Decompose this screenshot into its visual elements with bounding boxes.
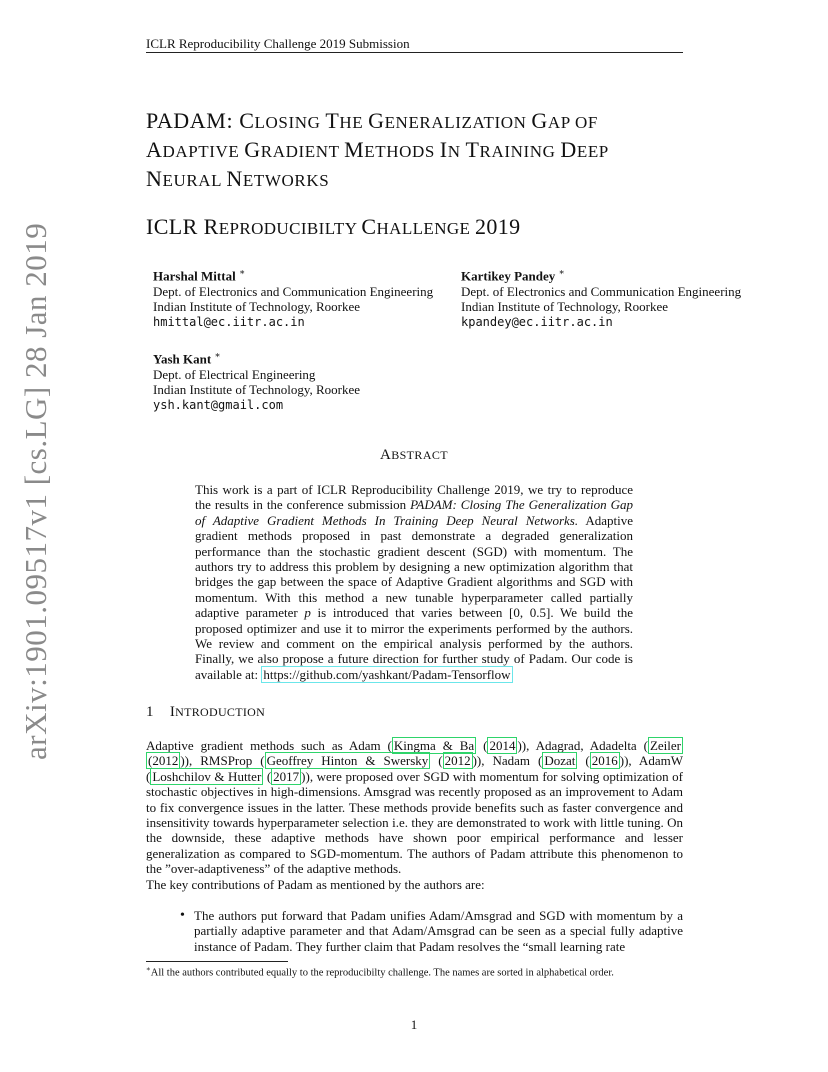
citation-link[interactable]: 2017 <box>273 768 300 784</box>
page-number: 1 <box>410 1017 418 1032</box>
abstract-paper-title: PADAM: Closing The Generalization Gap of Adaptive Gradient Methods In Training Deep Neural Networks. <box>195 497 634 528</box>
author-mark: ∗ <box>214 350 221 360</box>
author-institute: Indian Institute of Technology, Roorkee <box>461 299 669 315</box>
section-heading-introduction: 1 INTRODUCTION <box>146 704 266 720</box>
citation-link[interactable]: Kingma & Ba <box>393 738 475 753</box>
title-line-1: PADAM: CLOSING THE GENERALIZATION GAP OF <box>146 108 598 133</box>
abstract-body: This work is a part of ICLR Reproducibility Challenge 2019, we try to reproduce the results in the conference submission PADAM: Closing The Generalization Gap of Adaptive Gradient Methods In Training Deep Neural Networks. Adaptive gradient methods proposed in past demonstrate a degraded generalization performance than the stochastic gradient descent (SGD) with momentum. The authors try to address this problem by designing a new optimization algorithm that bridges the gap between the space of Adaptive Gradient algorithms and SGD with momentum. With this method a new tunable hyperparameter called partially adaptive parameter p is introduced that varies between [0, 0.5]. We build the proposed optimizer and use it to mirror the experiments performed by the authors. We review and comment on the empirical analysis performed by the authors. Finally, we also propose a future direction for further study of Padam. Our code is available at: https://github.com/yashkant/Padam-Tensorflow <box>195 482 634 682</box>
bullet-item: The authors put forward that Padam unifies Adam/Amsgrad and SGD with momentum by a partially adaptive parameter and that Adam/Amsgrad can be seen as a special fully adaptive instance of Padam. They further claim that Padam resolves the “small learning rate <box>194 908 683 954</box>
header-rule <box>146 52 683 53</box>
author-block-2 <box>461 265 741 330</box>
key-contributions-text: The key contributions of Padam as mentioned by the authors are: <box>146 877 485 892</box>
abstract-heading: ABSTRACT <box>379 447 449 463</box>
author-mark: ∗ <box>558 267 565 277</box>
author-email: hmittal@ec.iitr.ac.in <box>153 314 305 329</box>
title-line-3: NEURAL NETWORKS <box>146 166 330 191</box>
author-institute: Indian Institute of Technology, Roorkee <box>153 299 361 315</box>
citation-link[interactable]: 2014 <box>489 738 516 753</box>
author-name: Harshal Mittal <box>153 268 236 284</box>
bullet-icon: • <box>180 908 185 923</box>
footnote-mark: ∗ <box>146 965 151 973</box>
citation-link[interactable]: Loshchilov & Hutter <box>152 768 262 784</box>
paper-title <box>146 107 706 194</box>
citation-link[interactable]: Geoffrey Hinton & Swersky <box>266 753 429 769</box>
citation-link[interactable]: 2012 <box>444 753 471 769</box>
author-block-3 <box>153 348 360 413</box>
paper-subtitle: ICLR REPRODUCIBILTY CHALLENGE 2019 <box>146 214 521 239</box>
footnote-rule <box>146 961 288 962</box>
author-name: Yash Kant <box>153 351 212 367</box>
author-name: Kartikey Pandey <box>461 268 556 284</box>
intro-paragraph: Adaptive gradient methods such as Adam ( Kingma & Ba ( 2014 )), Adagrad, Adadelta ( Zeiler (2012 )), RMSProp ( Geoffrey Hinton & Swersky ( 2012 )), Nadam ( Dozat ( 2016 )), AdamW ( Loshchilov & Hutter ( 2017 )), were proposed over SGD with momentum for solving optimization of stochastic objectives in high-dimensions. Amsgrad was recently proposed as an improvement to Adam to fix convergence issues in the latter. These methods provide benefits such as faster convergence and insensitivity towards hyperparameter selection i.e. they are demonstrated to work with little tuning. On the downside, these adaptive methods have shown poor empirical performance and lesser generalization as compared to SGD-momentum. The authors of Padam attribute this phenomenon to the ”over-adaptiveness” of the adaptive methods. <box>146 738 683 877</box>
citation-link[interactable]: Zeiler <box>649 738 682 753</box>
citation-link[interactable]: (2012 <box>148 753 179 769</box>
arxiv-sidebar-stamp: arXiv:1901.09517v1 [cs.LG] 28 Jan 2019 <box>18 222 53 760</box>
author-block-1 <box>153 265 433 330</box>
author-mark: ∗ <box>238 267 246 277</box>
author-email: kpandey@ec.iitr.ac.in <box>461 314 613 329</box>
author-dept: Dept. of Electronics and Communication Engineering <box>153 283 434 299</box>
author-dept: Dept. of Electronics and Communication Engineering <box>461 283 742 299</box>
author-email: ysh.kant@gmail.com <box>153 397 284 412</box>
running-header: ICLR Reproducibility Challenge 2019 Submission <box>146 36 410 51</box>
author-institute: Indian Institute of Technology, Roorkee <box>153 382 361 398</box>
citation-link[interactable]: Dozat <box>544 753 576 769</box>
footnote: ∗All the authors contributed equally to the reproducibilty challenge. The names are sorted in alphabetical order. <box>146 965 614 979</box>
code-link[interactable]: https://github.com/yashkant/Padam-Tensorflow <box>263 666 511 682</box>
citation-link[interactable]: 2016 <box>591 753 618 769</box>
author-dept: Dept. of Electrical Engineering <box>153 366 316 382</box>
title-line-2: ADAPTIVE GRADIENT METHODS IN TRAINING DEEP <box>146 137 609 162</box>
abstract-param: p <box>304 605 311 621</box>
